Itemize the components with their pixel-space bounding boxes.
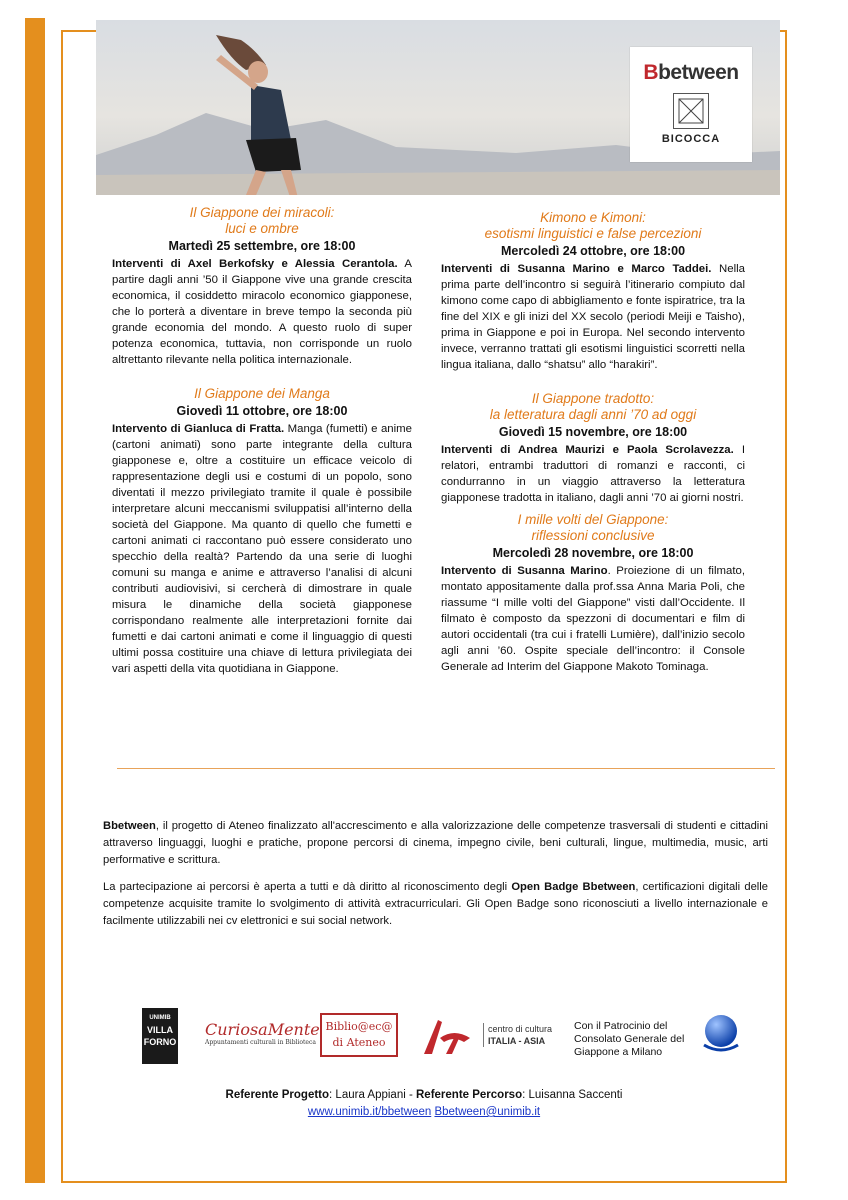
event-manga	[112, 386, 412, 677]
event-description: Interventi di Andrea Maurizi e Paola Scrolavezza. I relatori, entrambi traduttori di romanzi e racconti, ci condurranno in un viaggio attraverso la letteratura giapponese tradotta in italiano, dagli anni ’70 ai giorni nostri.	[441, 444, 745, 504]
event-mille-volti	[441, 512, 745, 675]
villa-forno-logo: UNIMIB VILLA FORNO	[142, 1008, 178, 1064]
left-column	[112, 205, 412, 677]
event-date: Mercoledì 28 novembre, ore 18:00	[492, 546, 694, 560]
dancer-figure	[196, 30, 306, 195]
bbetween-wordmark: Bbetween	[643, 61, 739, 84]
event-title: Il Giappone tradotto: la letteratura dagli anni ’70 ad oggi	[489, 391, 697, 422]
curiosamente-logo: CuriosaMente Appuntamenti culturali in Biblioteca	[205, 1020, 320, 1046]
italia-asia-label: centro di cultura ITALIA - ASIA	[483, 1023, 552, 1047]
event-title: Il Giappone dei miracoli: luci e ombre	[189, 205, 335, 236]
event-description: Intervento di Gianluca di Fratta. Manga (fumetti) e anime (cartoni animati) sono parte integrante della cultura giapponese e, oltre a costituire un efficace veicolo di rappresentazione degli usi e costumi di un popolo, sono diventati il mezzo privilegiato tramite il quale è possibile interpretare alcuni meccanismi sviluppatisi all’interno della società del Giappone. Ma quanto di quello che fumetti e cartoni animati ci raccontano può essere considerato uno specchio della realtà? Partendo da una serie di luoghi comuni su manga e anime e attraverso l’analisi di alcuni contributi audiovisivi, si cercherà di dimostrare in quale misura le dinamiche della società giapponese corrispondano realmente alle interpretazioni fornite dai fumetti e dai cartoni animati e come il linguaggio di questi ultimi possa costituire una chiave di lettura privilegiata dei vari aspetti della vita quotidiana in Giappone.	[112, 423, 412, 675]
event-tradotto	[441, 391, 745, 506]
bicocca-seal-icon	[673, 93, 709, 129]
event-description: Interventi di Susanna Marino e Marco Taddei. Nella prima parte dell’incontro si seguirà l’itinerario compiuto dal kimono come capo di abbigliamento e fonte ispiratrice, tra la fine del XIX e gli inizi del XX secolo (periodi Meiji e Taisho), prima in Giappone e poi in Europa. Nel secondo intervento invece, verranno trattati gli esotismi linguistici scorretti nella lingua italiana, dallo “shatsu” allo “harakiri”.	[441, 263, 746, 371]
event-date: Mercoledì 24 ottobre, ore 18:00	[500, 244, 686, 258]
bbetween-bicocca-logo	[630, 47, 752, 162]
event-miracoli	[112, 205, 412, 368]
consolato-globe-icon	[700, 1013, 742, 1055]
website-link[interactable]: www.unimib.it/bbetween	[307, 1106, 432, 1118]
event-date: Martedì 25 settembre, ore 18:00	[168, 239, 356, 253]
italia-asia-logo-icon	[416, 1014, 476, 1058]
event-description: Interventi di Axel Berkofsky e Alessia Cerantola. A partire dagli anni ’50 il Giappone vive una grande crescita economica, il cosiddetto miracolo economico giapponese, che lo porterà a diventare in breve tempo la seconda più grande economia del mondo. A questo ruolo di super potenza economica, tuttavia, non corrisponde un ruolo altrettanto rilevante nella politica internazionale.	[112, 258, 412, 366]
event-description: Intervento di Susanna Marino. Proiezione di un filmato, montato appositamente dalla prof.ssa Anna Maria Poli, che riassume “I mille volti del Giappone” visti dall’Occidente. Il filmato è composto da spezzoni di documentari e film di autori occidentali (tra cui i fratelli Lumière), dall’inizio secolo agli anni ’60. Ospite speciale dell’incontro: il Console Generale ad Interim del Giappone Makoto Tominaga.	[441, 565, 745, 673]
email-link[interactable]: Bbetween@unimib.it	[434, 1106, 541, 1118]
partner-logos	[0, 1008, 848, 1068]
event-title: Il Giappone dei Manga	[194, 386, 330, 401]
event-kimono	[441, 210, 745, 373]
footer-links	[0, 1106, 848, 1118]
bbetween-description: Bbetween, il progetto di Ateneo finalizzato all'accrescimento e alla valorizzazione delle competenze trasversali di studenti e cittadini attraverso linguaggi, luoghi e pratiche, propone percorsi di cinema, impegno civile, beni culturali, lingue, multimedia, music, arti performative e scrittura.	[103, 820, 768, 866]
patrocinio-text: Con il Patrocinio del Consolato Generale del Giappone a Milano	[574, 1020, 685, 1058]
event-title: I mille volti del Giappone: riflessioni conclusive	[517, 512, 669, 543]
project-contacts: Referente Progetto: Laura Appiani - Referente Percorso: Luisanna Saccenti	[225, 1089, 623, 1101]
section-divider	[117, 768, 775, 769]
bicocca-label: BICOCCA	[661, 133, 721, 145]
event-date: Giovedì 11 ottobre, ore 18:00	[176, 404, 348, 418]
event-date: Giovedì 15 novembre, ore 18:00	[498, 425, 688, 439]
right-column	[441, 210, 745, 675]
event-title: Kimono e Kimoni: esotismi linguistici e false percezioni	[484, 210, 702, 241]
open-badge-description: La partecipazione ai percorsi è aperta a tutti e dà diritto al riconoscimento degli Open Badge Bbetween, certificazioni digitali delle competenze acquisite tramite lo svolgimento di attività extracurriculari. Gli Open Badge sono riconosciuti a livello internazionale e facilmente utilizzabili nei cv elettronici e sui social network.	[103, 881, 768, 927]
biblioteca-ateneo-logo: Biblio@ec@ di Ateneo	[320, 1013, 398, 1057]
